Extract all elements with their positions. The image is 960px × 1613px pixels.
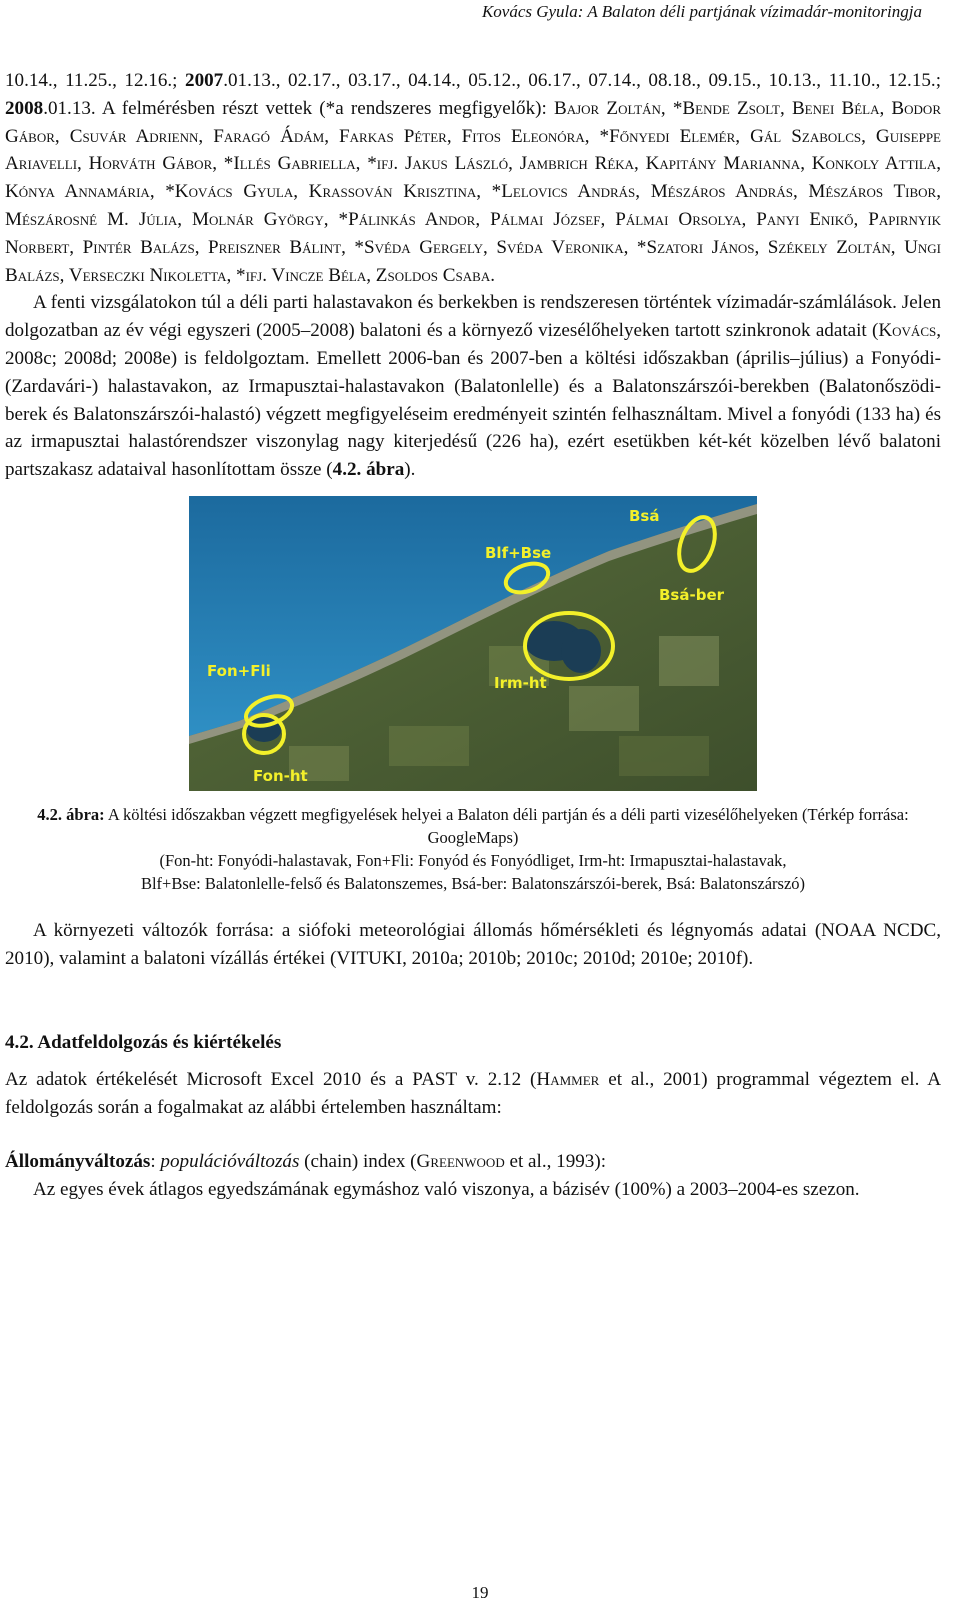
paragraph-environment: A környezeti változók forrása: a siófoki meteorológiai állomás hőmérsékleti és légnyomás adatai (NOAA NCDC, 2010), valamint a balatoni vízállás értékei (VITUKI, 2010a; 2010b; 2010c; 2010d; 2010e; 2010f).	[5, 919, 941, 969]
caption-line	[5, 803, 941, 849]
irm-ht-pond	[561, 629, 601, 673]
observer-list: Bajor Zoltán, *Bende Zsolt, Benei Béla, Bodor Gábor, Csuvár Adrienn, Faragó Ádám, Farkas Péter, Fitos Eleonóra, *Főnyedi Elemér, Gál Szabolcs, Guiseppe Ariavelli, Horváth Gábor, *Illés Gabriella, *ifj. Jakus László, Jambrich Réka, Kapitány Marianna, Konkoly Attila, Kónya Annamária, *Kovács Gyula, Krassován Krisztina, *Lelovics András, Mészáros András, Mészáros Tibor, Mészárosné M. Júlia, Molnár György, *Pálinkás Andor, Pálmai József, Pálmai Orsolya, Panyi Enikő, Papirnyik Norbert, Pintér Balázs, Preiszner Bálint, *Svéda Gergely, Svéda Veronika, *Szatori János, Székely Zoltán, Ungi Balázs, Verseczki Nikoletta, *ifj. Vincze Béla, Zsoldos Csaba.	[5, 97, 941, 286]
definition-italic: populációváltozás	[160, 1150, 300, 1172]
map-label-bsa-ber: Bsá-ber	[659, 585, 725, 604]
satellite-map	[189, 496, 757, 791]
year-2007: 2007	[185, 70, 224, 91]
main-text	[5, 67, 941, 1204]
map-label-bsa: Bsá	[629, 506, 660, 525]
text-run: Az adatok értékelését Microsoft Excel 2010 és a PAST v. 2.12 (	[5, 1069, 537, 1091]
map-label-blf-bse: Blf+Bse	[485, 543, 552, 562]
dates-text: .01.13.	[43, 97, 96, 119]
paragraph-processing	[5, 1066, 941, 1122]
text-run: (chain) index (	[299, 1150, 417, 1172]
text-run: , 2008c; 2008d; 2008e) is feldolgoztam. Emellett 2006-ban és 2007-ben a költési időszakban (április–július) a Fonyódi- (Zardavári-) halastavakon, az Irmapusztai-halastavakon (Balatonlelle) és a Balatonszárszói-berekben (Balatonőszödi-berek és Balatonszárszói-halastó) végzett megfigyeléseim eredményeit szintén felhasználtam. Mivel a fonyódi (133 ha) és az irmapusztai halastórendszer viszonylag nagy kiterjedésű (226 ha), ezért esetükben két-két közelben lévő balatoni partszakasz adataival hasonlítottam össze (	[5, 320, 941, 481]
text-run: A fenti vizsgálatokon túl a déli parti halastavakon és berkekben is rendszeresen történtek vízimadár-számlálások. Jelen dolgozatban az év végi egyszeri (2005–2008) balatoni és a környező vizesélőhelyeken tartott szinkronok adatait (	[5, 292, 941, 342]
page-number: 19	[471, 1583, 489, 1602]
text-run: et al., 2001) programmal végeztem el. A feldolgozás során a fogalmakat az alábbi értelemben használtam:	[5, 1069, 941, 1119]
text-run: :	[150, 1150, 161, 1172]
year-2008: 2008	[5, 97, 44, 119]
caption-text: A költési időszakban végzett megfigyelések helyei a Balaton déli partján és a déli parti vizesélőhelyeken (Térkép forrása: GoogleMaps)	[104, 804, 909, 847]
section-heading: 4.2. Adatfeldolgozás és kiértékelés	[5, 1031, 282, 1053]
figure-caption	[5, 803, 941, 895]
figure-reference[interactable]: 4.2. ábra	[332, 459, 405, 481]
figure-number: 4.2. ábra:	[37, 804, 105, 824]
observers-intro: A felmérésben részt vettek (*a rendszeres megfigyelők):	[95, 97, 554, 119]
caption-legend-line: Blf+Bse: Balatonlelle-felső és Balatonszemes, Bsá-ber: Balatonszárszói-berek, Bsá: Balatonszárszó)	[140, 873, 806, 893]
definition-body: Az egyes évek átlagos egyedszámának egymáshoz való viszonya, a bázisév (100%) a 2003–2004-es szezon.	[33, 1178, 860, 1200]
author-name: Hammer	[536, 1069, 600, 1091]
definition-term: Állományváltozás	[5, 1150, 151, 1172]
caption-legend-line: (Fon-ht: Fonyódi-halastavak, Fon+Fli: Fonyód és Fonyódliget, Irm-ht: Irmapusztai-halastavak,	[159, 850, 787, 870]
author-name: Kovács	[878, 320, 937, 342]
map-label-fon-fli: Fon+Fli	[207, 661, 271, 680]
map-label-irm-ht: Irm-ht	[494, 673, 547, 692]
dates-text: .01.13., 02.17., 03.17., 04.14., 05.12., 06.17., 07.14., 08.18., 09.15., 10.13., 11.10., 12.15.;	[223, 70, 941, 91]
text-run: ).	[404, 459, 416, 481]
map-label-fon-ht: Fon-ht	[253, 766, 308, 785]
running-header: Kovács Gyula: A Balaton déli partjának vízimadár-monitoringja	[481, 2, 922, 21]
satellite-map-figure	[189, 496, 757, 791]
author-name: Greenwood	[416, 1150, 505, 1172]
dates-text: 10.14., 11.25., 12.16.;	[5, 70, 186, 91]
definition-term-line	[5, 1148, 941, 1176]
text-run: et al., 1993):	[504, 1150, 606, 1172]
paragraph-methods	[5, 289, 941, 484]
paragraph-dates-observers	[5, 67, 941, 289]
